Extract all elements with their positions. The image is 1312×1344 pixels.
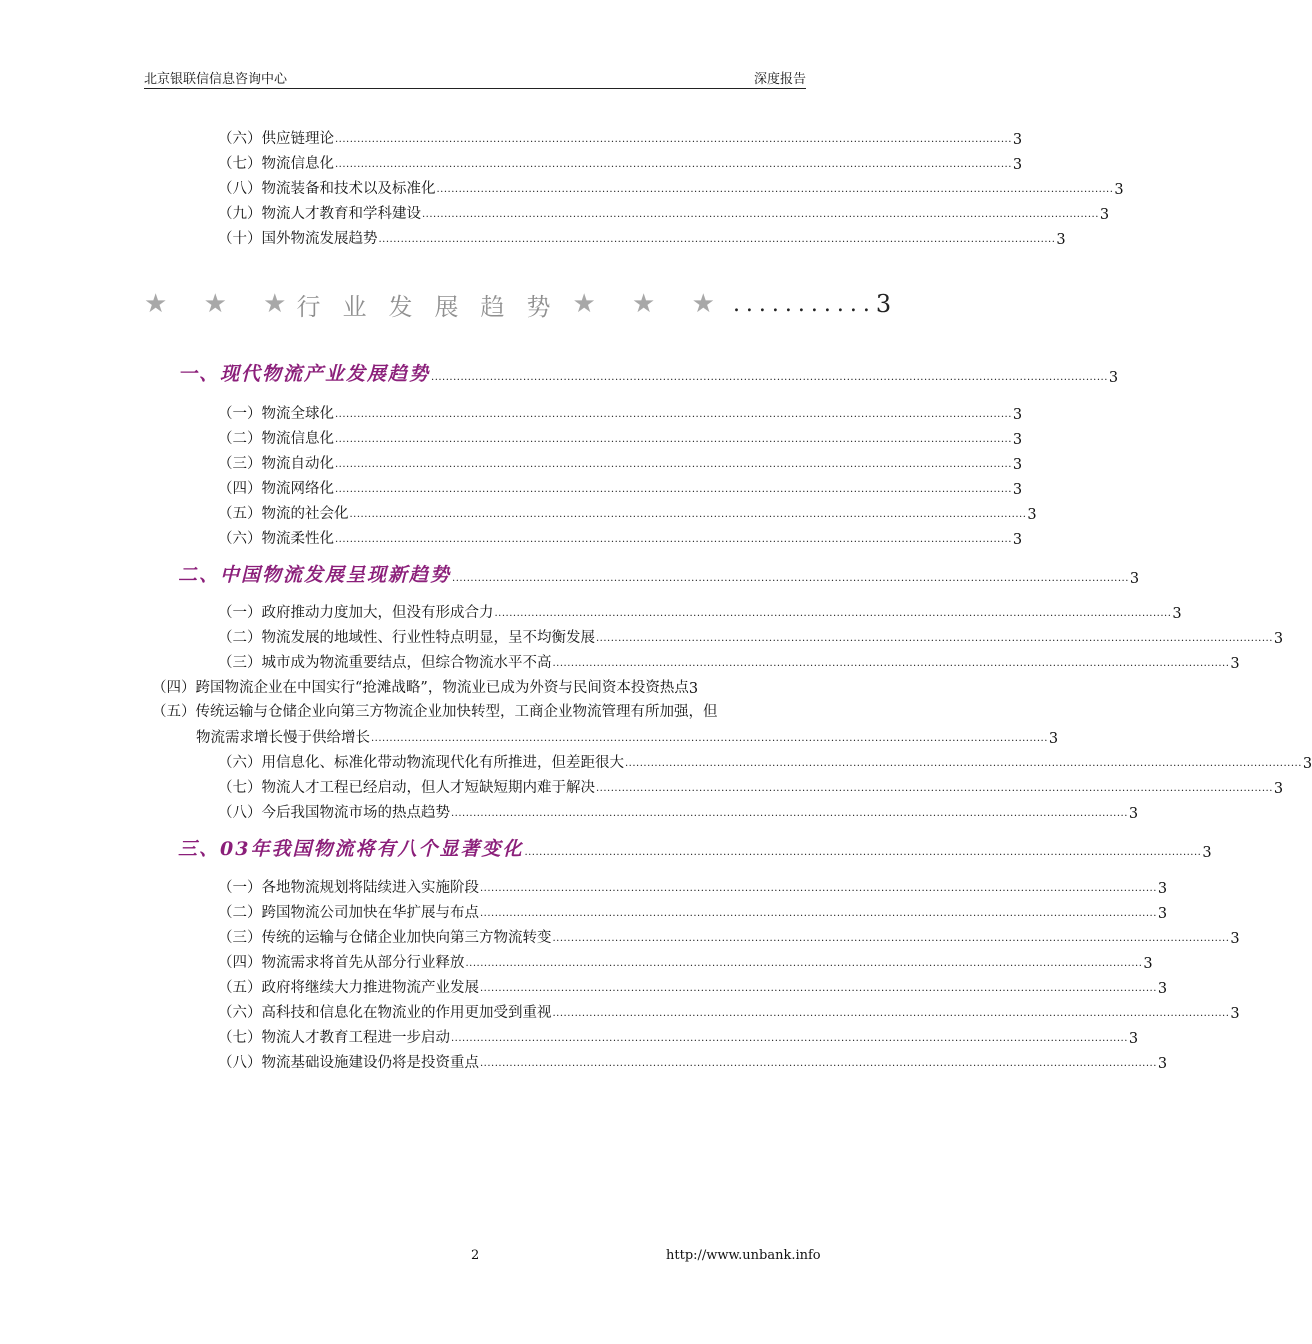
toc-entry[interactable] [218, 902, 1168, 922]
leader-dots: ........................................................................................................................................................................................ [349, 509, 1027, 520]
section-title: 三、03年我国物流将有八个显著变化 [178, 838, 524, 860]
toc-entry-continuation[interactable] [196, 727, 1059, 747]
section-page: 3 [1129, 571, 1140, 587]
toc-entry[interactable] [218, 1002, 1240, 1022]
toc-entry-text: （七）物流人才工程已经启动，但人才短缺短期内难于解决 [218, 780, 595, 796]
leader-dots: ........................................................................................................................................................................................ [335, 484, 1012, 495]
leader-dots: ........................................................................................................................................................................................ [452, 573, 1129, 584]
toc-entry-text: （六）用信息化、标准化带动物流现代化有所推进，但差距很大 [218, 755, 624, 771]
chapter-page: 3 [875, 290, 892, 318]
toc-entry-page: 3 [688, 681, 699, 697]
toc-entry-text: （七）物流信息化 [218, 156, 334, 172]
toc-entry-page: 3 [1143, 956, 1153, 972]
toc-entry-page: 3 [1012, 407, 1023, 423]
toc-entry-page: 3 [1012, 157, 1023, 173]
section-heading[interactable] [178, 837, 1212, 861]
leader-dots: ........................................................................................................................................................................................ [335, 434, 1012, 445]
toc-entry-page: 3 [1230, 1006, 1240, 1022]
header-org-name: 北京银联信信息咨询中心 [144, 72, 288, 87]
leader-dots: ........................................................................................................................................................................................ [480, 983, 1157, 994]
toc-entry-page: 3 [1273, 631, 1284, 647]
star-decoration-icon: ★ ★ ★ [572, 289, 729, 319]
toc-entry-page: 3 [1012, 532, 1023, 548]
section-heading[interactable] [178, 563, 1140, 587]
page-header [144, 66, 806, 89]
toc-entry-page: 3 [1012, 457, 1023, 473]
toc-entry-text: （三）传统的运输与仓储企业加快向第三方物流转变 [218, 930, 552, 946]
toc-entry-text: （八）物流装备和技术以及标准化 [218, 181, 436, 197]
toc-entry[interactable] [218, 802, 1139, 822]
toc-entry[interactable] [218, 503, 1037, 523]
leader-dots: ........................................................................................................................................................................................ [335, 134, 1012, 145]
toc-entry-text: （六）供应链理论 [218, 131, 334, 147]
leader-dots: ........................................................................................................................................................................................ [480, 1058, 1157, 1069]
star-decoration-icon: ★ ★ ★ [144, 289, 301, 319]
toc-entry[interactable] [218, 528, 1023, 548]
toc-entry-page: 3 [1157, 1056, 1168, 1072]
toc-entry-text: （三）物流自动化 [218, 456, 334, 472]
header-report-type: 深度报告 [753, 72, 806, 87]
toc-entry-text: （七）物流人才教育工程进一步启动 [218, 1030, 450, 1046]
toc-entry-text: （一）政府推动力度加大，但没有形成合力 [218, 605, 494, 621]
toc-entry-page: 3 [1273, 781, 1284, 797]
toc-entry-page: 3 [1012, 432, 1023, 448]
section-heading[interactable] [178, 362, 1119, 386]
toc-entry[interactable] [218, 1052, 1168, 1072]
toc-entry-text: （三）城市成为物流重要结点，但综合物流水平不高 [218, 655, 552, 671]
toc-entry-text: （六）高科技和信息化在物流业的作用更加受到重视 [218, 1005, 552, 1021]
toc-entry[interactable] [218, 478, 1023, 498]
leader-dots: ........................................................................................................................................................................................ [552, 1008, 1230, 1019]
leader-dots: ........... [732, 291, 876, 317]
toc-entry-page: 3 [1302, 756, 1312, 772]
section-page: 3 [1108, 370, 1119, 386]
leader-dots: ........................................................................................................................................................................................ [335, 534, 1012, 545]
toc-entry-text: （五）政府将继续大力推进物流产业发展 [218, 980, 479, 996]
toc-entry-text: （五）物流的社会化 [218, 506, 349, 522]
leader-dots: ........................................................................................................................................................................................ [625, 758, 1302, 769]
toc-entry-page: 3 [1157, 881, 1168, 897]
toc-entry-page: 3 [1012, 132, 1023, 148]
toc-entry-text: （四）物流需求将首先从部分行业释放 [218, 955, 465, 971]
toc-entry[interactable] [218, 602, 1182, 622]
toc-entry[interactable] [218, 652, 1240, 672]
toc-entry-page: 3 [1128, 1031, 1139, 1047]
toc-entry-text: （四）物流网络化 [218, 481, 334, 497]
toc-entry-text: 物流需求增长慢于供给增长 [196, 730, 370, 746]
toc-entry[interactable] [218, 428, 1023, 448]
section-page: 3 [1202, 845, 1212, 861]
section-title: 一、现代物流产业发展趋势 [178, 363, 431, 385]
leader-dots: ........................................................................................................................................................................................ [451, 1033, 1128, 1044]
toc-entry-text: （四）跨国物流企业在中国实行“抢滩战略”，物流业已成为外资与民间资本投资热点 [152, 680, 689, 696]
toc-entry[interactable] [218, 627, 1284, 647]
leader-dots: ........................................................................................................................................................................................ [451, 808, 1128, 819]
toc-entry-page: 3 [1099, 207, 1110, 223]
toc-entry-page: 3 [1230, 931, 1240, 947]
chapter-title: 行业发展趋势 [296, 292, 573, 321]
footer-url[interactable]: http://www.unbank.info [666, 1248, 821, 1263]
toc-entry-text: （二）物流信息化 [218, 431, 334, 447]
toc-entry-text: （八）物流基础设施建设仍将是投资重点 [218, 1055, 479, 1071]
leader-dots: ........................................................................................................................................................................................ [436, 184, 1114, 195]
toc-entry-text: （五）传统运输与仓储企业向第三方物流企业加快转型，工商企业物流管理有所加强，但 [152, 704, 718, 720]
toc-entry-text: （八）今后我国物流市场的热点趋势 [218, 805, 450, 821]
toc-entry[interactable] [218, 153, 1023, 173]
toc-entry[interactable] [218, 777, 1284, 797]
toc-entry-page: 3 [1157, 906, 1168, 922]
toc-entry[interactable] [218, 228, 1066, 248]
toc-entry-page: 3 [1048, 731, 1059, 747]
toc-entry-page: 3 [1027, 507, 1037, 523]
leader-dots: ........................................................................................................................................................................................ [465, 958, 1143, 969]
leader-dots: ........................................................................................................................................................................................ [422, 209, 1099, 220]
toc-entry[interactable] [218, 403, 1023, 423]
toc-entry[interactable] [218, 178, 1124, 198]
leader-dots: ........................................................................................................................................................................................ [524, 847, 1202, 858]
leader-dots: ........................................................................................................................................................................................ [596, 633, 1273, 644]
toc-entry-page: 3 [1012, 482, 1023, 498]
toc-entry-text: （十）国外物流发展趋势 [218, 231, 378, 247]
leader-dots: ........................................................................................................................................................................................ [335, 159, 1012, 170]
toc-entry-text: （一）各地物流规划将陆续进入实施阶段 [218, 880, 479, 896]
toc-entry-multiline[interactable] [152, 700, 808, 724]
toc-entry[interactable] [218, 453, 1023, 473]
leader-dots: ........................................................................................................................................................................................ [335, 409, 1012, 420]
page-number: 2 [471, 1248, 480, 1263]
section-title: 二、中国物流发展呈现新趋势 [178, 564, 452, 586]
toc-entry-text: （九）物流人才教育和学科建设 [218, 206, 421, 222]
leader-dots: ........................................................................................................................................................................................ [480, 883, 1157, 894]
leader-dots: ........................................................................................................................................................................................ [552, 658, 1230, 669]
toc-entry[interactable] [218, 203, 1110, 223]
toc-entry-text: （二）物流发展的地域性、行业性特点明显，呈不均衡发展 [218, 630, 595, 646]
toc-entry[interactable] [218, 977, 1168, 997]
toc-entry-text: （六）物流柔性化 [218, 531, 334, 547]
leader-dots: ........................................................................................................................................................................................ [480, 908, 1157, 919]
toc-entry-page: 3 [1172, 606, 1182, 622]
toc-entry-page: 3 [1114, 182, 1124, 198]
toc-entry[interactable] [218, 877, 1168, 897]
toc-entry-page: 3 [1128, 806, 1139, 822]
toc-entry[interactable] [218, 952, 1153, 972]
toc-entry[interactable] [218, 1027, 1139, 1047]
leader-dots: ........................................................................................................................................................................................ [335, 459, 1012, 470]
leader-dots: ........................................................................................................................................................................................ [378, 234, 1056, 245]
chapter-banner[interactable] [144, 286, 892, 322]
toc-entry-text: （二）跨国物流公司加快在华扩展与布点 [218, 905, 479, 921]
toc-entry[interactable] [218, 927, 1240, 947]
toc-entry-text: （一）物流全球化 [218, 406, 334, 422]
toc-entry-page: 3 [1157, 981, 1168, 997]
toc-entry[interactable] [218, 128, 1023, 148]
leader-dots: ........................................................................................................................................................................................ [431, 372, 1108, 383]
leader-dots: ........................................................................................................................................................................................ [371, 733, 1048, 744]
leader-dots: ........................................................................................................................................................................................ [552, 933, 1230, 944]
leader-dots: ........................................................................................................................................................................................ [494, 608, 1172, 619]
leader-dots: ........................................................................................................................................................................................ [596, 783, 1273, 794]
toc-entry[interactable] [218, 752, 1312, 772]
toc-entry[interactable] [152, 677, 796, 697]
toc-entry-page: 3 [1230, 656, 1240, 672]
toc-entry-page: 3 [1056, 232, 1066, 248]
